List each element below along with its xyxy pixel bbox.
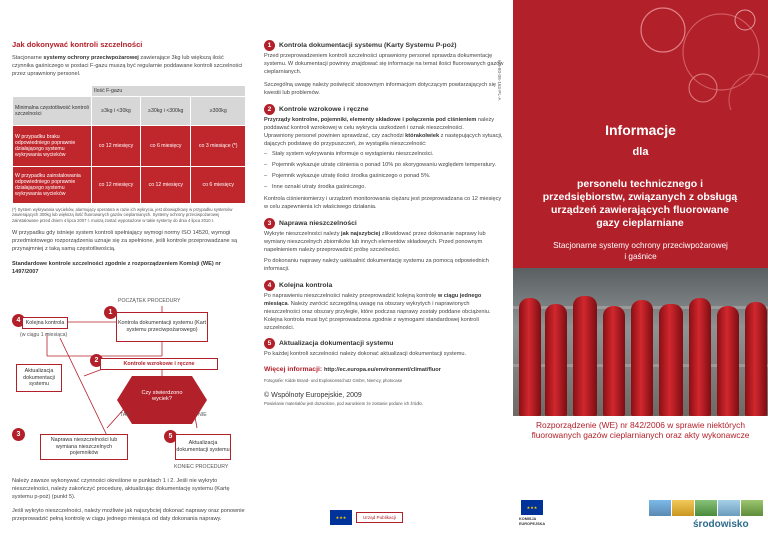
table-corner <box>13 86 91 96</box>
section-number: 5 <box>264 338 275 349</box>
flow-box-final-update: Aktualizacja dokumentacji systemu <box>175 434 231 460</box>
section-1-note: Szczególną uwagę należy poświęcić stosownym informacjom dotyczącym powtarzających się kwestii lub problemów. <box>264 81 496 96</box>
section-1-text: Przed przeprowadzeniem kontroli szczelności uprawniony personel sprawdza dokumentację systemu. W dokumentacji powinny znajdować się informacje na temat ilości fluorowanych gazów cieplarnianych. <box>264 53 504 75</box>
right-cover <box>513 0 768 543</box>
flow-box-repair: Naprawa nieszczelności lub wymiana nieszczelnych pojemników <box>40 434 128 460</box>
environment-logo-icon <box>649 500 763 516</box>
section-5-header <box>264 338 505 349</box>
section-number: 4 <box>264 280 275 291</box>
section-number: 2 <box>264 104 275 115</box>
table-row <box>13 167 245 203</box>
table-cell: co 12 miesięcy <box>141 167 190 203</box>
flow-start-label: POCZĄTEK PROCEDURY <box>118 298 181 304</box>
section-number: 3 <box>264 218 275 229</box>
section-title: Kontrola dokumentacji systemu (Karty Systemu P-poż) <box>279 42 457 49</box>
table-cell: co 6 miesięcy <box>141 126 190 166</box>
table-head-label: Minimalna częstotliwość kontroli szczelności <box>13 97 91 125</box>
table-cell: co 6 miesięcy <box>191 167 245 203</box>
cover-audience: personelu technicznego i przedsiębiorstw, związanych z obsługą urządzeń zawierających fluorowane gazy cieplarniane <box>542 178 738 230</box>
flow-question: Czy stwierdzono wyciek? <box>141 390 183 402</box>
eu-flag-icon: ★★★ <box>521 500 543 515</box>
eu-flag-icon: ★★★ <box>330 510 352 525</box>
decorative-circles <box>513 0 768 110</box>
photo-credit: Fotografie: Kidde Brand- und Explosionsschutz GmbH, Niemcy, photocase <box>264 378 403 384</box>
leak-paragraph: Jeśli wykryto nieszczelności, należy możliwie jak najszybciej dokonać naprawy oraz ponownie przeprowadzić pełną kontrolę w ciągu jednego miesiąca od daty dokonania naprawy. <box>12 507 245 522</box>
table-cell: co 3 miesiące (*) <box>191 126 245 166</box>
copyright-note: Powielanie materiałów jest dozwolone, pod warunkiem że zostanie podane ich źródło. <box>264 401 423 407</box>
cylinders-photo <box>513 268 768 416</box>
section-1-header <box>264 40 505 51</box>
section-5-text: Po każdej kontroli szczelności należy dokonać aktualizacji dokumentacji systemu. <box>264 351 467 358</box>
cover-subtitle: Stacjonarne systemy ochrony przeciwpożarowej i gaśnice <box>553 241 728 262</box>
leak-signs-list <box>264 151 505 192</box>
table-col-header: ≥30kg i <300kg <box>141 97 190 125</box>
publications-office-label: Urząd Publikacji <box>356 512 403 523</box>
iso-paragraph: W przypadku gdy istnieje system kontroli spełniający wymogi normy ISO 14520, wymogi przedmiotowego rozporządzenia uznaje się za spełnione, jeśli kontrole przeprowadzane są przynajmniej z taką samą częstotliwością. <box>12 229 238 252</box>
regulation-title: Rozporządzenie (WE) nr 842/2006 w sprawie niektórych fluorowanych gazów cieplarnianych oraz akty wykonawcze <box>531 420 750 441</box>
flow-box-visual-checks: Kontrole wzrokowe i ręczne <box>100 358 218 370</box>
flow-no: NIE <box>198 412 207 418</box>
standard-controls-title: Standardowe kontrole szczelności zgodnie z rozporządzeniem Komisji (WE) nr 1497/2007 <box>12 260 221 275</box>
table-cell: co 12 miesięcy <box>92 126 140 166</box>
more-info: Więcej informacji: http://ec.europa.eu/environment/climat/fluor <box>264 366 441 374</box>
flow-number-4: 4 <box>12 314 25 327</box>
flow-number-5: 5 <box>164 430 177 443</box>
section-title: Aktualizacja dokumentacji systemu <box>279 340 394 348</box>
intro-paragraph: Stacjonarne systemy ochrony przeciwpożarowej zawierające 3kg lub większą ilość czynnika gaśniczego w postaci F-gazu muszą być regularnie poddawane kontroli szczelności przez uprawniony personel. <box>12 55 243 77</box>
procedure-flow-diagram <box>12 298 246 476</box>
table-footnote: (*) System wykrywania wycieków, alarmujący operatora w razie ich wykrycia, jest obowiązkowy w przypadku systemów zawierających 300kg lub większą ilość fluorowanych gazów cieplarnianych. Systemy ochrony przeciwpożarowej zainstalowane przed dniem 4 lipca 2007 r. muszą zostać wyposażone w takie systemy do dnia 4 lipca 2010 r. <box>12 206 233 224</box>
flow-number-3: 3 <box>12 428 25 441</box>
flow-yes: TAK <box>120 412 130 418</box>
steps-paragraph: Należy zawsze wykonywać czynności określone w punktach 1 i 2. Jeśli nie wykryto nieszczelności, należy zakończyć procedurę, aktualizując dokumentację systemu (Kartę systemu p-poż) (punkt 5). <box>12 478 230 500</box>
frequency-table <box>12 85 246 204</box>
list-item: – Stały system wykrywania informuje o wystąpieniu nieszczelności. <box>264 151 505 159</box>
table-col-header: ≥3kg i <30kg <box>92 97 140 125</box>
section-2-header <box>264 104 505 115</box>
section-4-text: Po naprawieniu nieszczelności należy przeprowadzić kolejną kontrolę w ciągu jednego miesiąca. Należy zwrócić szczególną uwagę na obszary wykrytych i naprawionych nieszczelności oraz obszary przyległe, które podczas naprawy zostały poddane obciążeniu. Kolejna kontrola musi być przeprowadzona zgodnie z wymogami standardowej kontroli szczelności. <box>264 292 491 331</box>
catalogue-code: KH-80-08-163-PL-A <box>497 60 502 101</box>
flow-box-follow-up: Kolejna kontrola <box>22 317 68 329</box>
list-item: – Inne oznaki utraty środka gaśniczego. <box>264 184 505 192</box>
copyright: © Wspólnoty Europejskie, 2009 <box>264 392 362 400</box>
section-3-note: Po dokonaniu naprawy należy uaktualnić dokumentację systemu za pomocą odpowiednich informacji. <box>264 257 489 272</box>
left-title: Jak dokonywać kontroli szczelności <box>12 40 143 49</box>
table-col-header: ≥300kg <box>191 97 245 125</box>
flow-follow-up-note: (w ciągu 1 miesiąca) <box>20 332 68 338</box>
flow-box-documentation: Kontrola dokumentacji systemu (Kart systemu przeciwpożarowego) <box>116 312 208 342</box>
environment-label: środowisko <box>693 519 749 530</box>
table-cell: co 12 miesięcy <box>92 167 140 203</box>
table-head-fgaz: Ilość F-gazu <box>92 86 245 96</box>
section-title: Kontrole wzrokowe i ręczne <box>279 105 369 113</box>
publications-office-logo <box>330 510 403 525</box>
list-item: – Pojemnik wykazuje utratę ilości środka gaśniczego o ponad 5%. <box>264 173 505 181</box>
section-2-calibration: Kontrola ciśnieniomierzy i urządzeń monitorowania ciężaru jest przeprowadzana co 12 miesięcy w celu zapewnienia ich właściwego działania. <box>264 196 502 211</box>
section-title: Kolejna kontrola <box>279 281 333 289</box>
cover-title-for: dla <box>632 146 649 158</box>
flow-box-update: Aktualizacja dokumentacji systemu <box>16 364 62 392</box>
commission-label: KOMISJA EUROPEJSKA <box>519 517 546 526</box>
cover-title: Informacje <box>605 122 676 138</box>
flow-end-label: KONIEC PROCEDURY <box>174 464 229 470</box>
list-item: – Pojemnik wykazuje utratę ciśnienia o ponad 10% po skorygowaniu względem temperatury. <box>264 162 505 170</box>
table-row-label: W przypadku braku odpowiedniego poprawnie działającego systemu wykrywania wycieków <box>13 126 91 166</box>
section-title: Naprawa nieszczelności <box>279 220 357 228</box>
section-4-header <box>264 280 505 291</box>
section-3-text: Wykryte nieszczelności należy jak najszybciej zlikwidować przez dokonanie naprawy lub wymiany nieszczelnych zbiorników lub innych elementów składowych. Przed ponownym napełnieniem należy przeprowadzić próbę szczelności. <box>264 231 486 253</box>
table-row <box>13 126 245 166</box>
section-number: 1 <box>264 40 275 51</box>
middle-column <box>256 0 513 543</box>
flow-number-1: 1 <box>104 306 117 319</box>
section-2-text: Przyrządy kontrolne, pojemniki, elementy składowe i połączenia pod ciśnieniem należy poddawać kontroli wzrokowej w celu wykrycia uszkodzeń i oznak nieszczelności. <box>264 116 495 131</box>
left-bottom-text <box>12 478 246 524</box>
section-2-situations: Uprawniony personel powinien sprawdzać, czy zachodzi którakolwiek z następujących sytuacji, dających podstawę do przypuszczeń, że wystąpiła nieszczelność: <box>264 132 503 147</box>
more-info-link[interactable]: http://ec.europa.eu/environment/climat/fluor <box>324 367 441 374</box>
table-row-label: W przypadku zainstalowania odpowiedniego poprawnie działającego systemu wykrywania wycieków <box>13 167 91 203</box>
section-3-header <box>264 218 505 229</box>
flow-number-2: 2 <box>90 354 103 367</box>
